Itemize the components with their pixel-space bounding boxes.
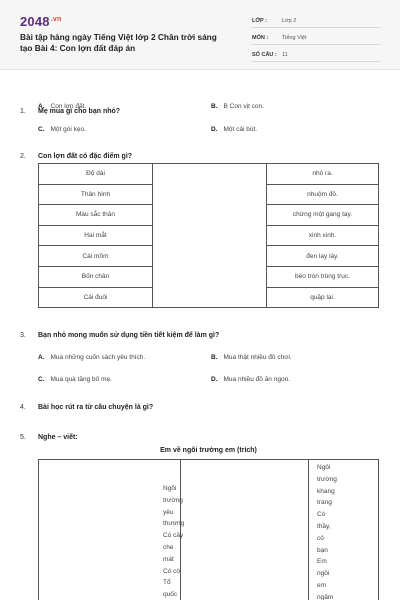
- option-text: Một gói kẹo.: [50, 126, 86, 133]
- option-text: Một cái bút.: [223, 126, 258, 133]
- logo-suffix: .vn: [50, 15, 62, 23]
- option-3b[interactable]: [211, 354, 292, 361]
- matching-right-item[interactable]: đen lay láy.: [267, 246, 378, 267]
- question-text: Mẹ mua gì cho bạn nhỏ?: [38, 108, 121, 115]
- question-text: Con lợn đất có đặc điểm gì?: [38, 153, 133, 160]
- meta-row-count: [252, 48, 380, 62]
- option-text: Mua những cuốn sách yêu thích.: [50, 354, 146, 361]
- poem-table: [38, 459, 379, 600]
- meta-label: SỐ CÂU :: [252, 51, 277, 58]
- question-number: 3.: [20, 332, 26, 339]
- option-1b[interactable]: [211, 103, 264, 110]
- question-text: Nghe – viết:: [38, 434, 78, 441]
- matching-right-item[interactable]: quặp lại.: [310, 294, 335, 302]
- meta-value: Lớp 2: [282, 17, 297, 24]
- option-letter: A.: [38, 354, 45, 361]
- matching-right-item[interactable]: xinh xinh.: [267, 226, 378, 247]
- matching-left-item[interactable]: Cái đuôi: [83, 294, 108, 302]
- question-text: Bạn nhỏ mong muốn sử dụng tiền tiết kiệm để làm gì?: [38, 332, 220, 339]
- poem-column-2: [181, 460, 309, 600]
- poem-verse-1: Ngôi trường yêu thương Có cây che mát Có cờ Tổ quốc: [163, 485, 185, 599]
- option-letter: C.: [38, 126, 45, 133]
- meta-label: MÔN :: [252, 34, 269, 41]
- matching-left-item[interactable]: Thân hình: [39, 185, 152, 206]
- meta-row-subject: [252, 31, 380, 45]
- option-letter: B.: [211, 354, 218, 361]
- poem-column-1: [39, 460, 181, 600]
- meta-value: 11: [282, 51, 288, 58]
- option-letter: A.: [38, 103, 45, 110]
- meta-row-class: [252, 14, 380, 28]
- option-3a[interactable]: [38, 354, 145, 361]
- worksheet-title: Bài tập hàng ngày Tiếng Việt lớp 2 Chân trời sáng tạo Bài 4: Con lợn đất đáp án: [20, 32, 217, 53]
- meta-label: LỚP :: [252, 17, 267, 24]
- logo-text: 2048: [20, 14, 50, 29]
- question-number: 1.: [20, 108, 26, 115]
- worksheet-header: [0, 0, 400, 70]
- matching-right-item[interactable]: nhỏ ra.: [267, 164, 378, 185]
- option-letter: B.: [211, 103, 218, 110]
- option-text: B Con vịt con.: [223, 103, 264, 110]
- option-1a[interactable]: [38, 103, 86, 110]
- worksheet-meta: [252, 14, 380, 65]
- meta-value: Tiếng Việt: [282, 34, 307, 41]
- poem-verse-2: Ngôi trường khang trang Có thầy, cô bạn Em ngồi em ngâm: [317, 464, 337, 600]
- matching-left-item[interactable]: Màu sắc thân: [39, 205, 152, 226]
- matching-right-item[interactable]: chừng một gang tay.: [267, 205, 378, 226]
- site-logo[interactable]: [20, 14, 61, 29]
- poem-title: Em về ngôi trường em (trích): [160, 447, 257, 454]
- matching-left-item[interactable]: Cái mõm: [39, 246, 152, 267]
- matching-left-item[interactable]: Bốn chân: [39, 267, 152, 288]
- option-1d[interactable]: [211, 126, 257, 133]
- matching-left-item[interactable]: Hai mắt: [39, 226, 152, 247]
- option-text: Mua quà tặng bố mẹ.: [50, 376, 112, 383]
- option-letter: C.: [38, 376, 45, 383]
- matching-left-item[interactable]: Độ dài: [39, 164, 152, 185]
- option-text: Mua nhiều đồ ăn ngon.: [223, 376, 290, 383]
- option-3d[interactable]: [211, 376, 290, 383]
- question-number: 4.: [20, 404, 26, 411]
- matching-right-column: [266, 164, 378, 307]
- matching-right-item[interactable]: nhuộm đỏ.: [267, 185, 378, 206]
- option-letter: D.: [211, 126, 218, 133]
- option-text: Mua thật nhiều đồ chơi.: [223, 354, 292, 361]
- matching-left-column: [39, 164, 153, 307]
- matching-table: [38, 163, 379, 308]
- option-text: Con lợn đất.: [50, 103, 87, 110]
- question-text: Bài học rút ra từ câu chuyện là gì?: [38, 404, 154, 411]
- option-3c[interactable]: [38, 376, 112, 383]
- question-number: 2.: [20, 153, 26, 160]
- option-letter: D.: [211, 376, 218, 383]
- option-1c[interactable]: [38, 126, 86, 133]
- question-number: 5.: [20, 434, 26, 441]
- matching-right-item[interactable]: béo tròn trùng trục.: [267, 267, 378, 288]
